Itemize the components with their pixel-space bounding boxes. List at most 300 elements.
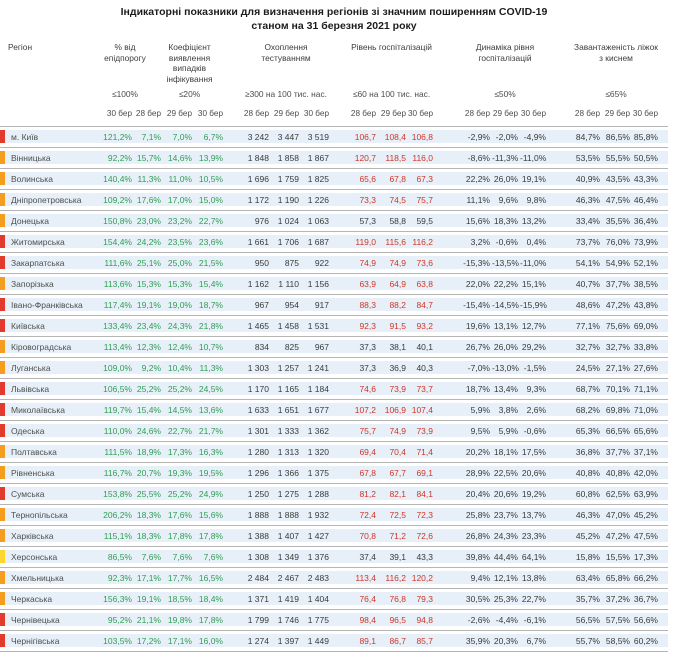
testing-coverage-cell: 922 xyxy=(314,257,329,268)
detection-coef-cell: 21,5% xyxy=(198,257,223,268)
oxygen-bed-occupancy-cell: 43,8% xyxy=(633,299,658,310)
hospitalization-level-cell: 74,9 xyxy=(389,257,406,268)
hospitalization-dynamics-cell: 22,5% xyxy=(493,467,518,478)
hospitalization-level-cell: 107,2 xyxy=(354,404,376,415)
oxygen-bed-occupancy-cell: 60,8% xyxy=(575,488,600,499)
hospitalization-dynamics-cell: -15,3% xyxy=(463,257,490,268)
hospitalization-level-cell: 73,9 xyxy=(389,383,406,394)
date-label: 28 бер xyxy=(135,109,161,118)
hospitalization-dynamics-cell: -1,5% xyxy=(523,362,546,373)
oxygen-bed-occupancy-cell: 15,5% xyxy=(605,551,630,562)
region-name: Вінницька xyxy=(11,152,51,163)
testing-coverage-cell: 1 746 xyxy=(277,614,299,625)
detection-coef-cell: 18,5% xyxy=(167,593,192,604)
threshold-detection-coef: ≤20% xyxy=(178,89,201,99)
status-marker xyxy=(0,130,5,143)
testing-coverage-cell: 1 531 xyxy=(307,320,329,331)
table-body xyxy=(0,126,668,652)
testing-coverage-cell: 1 156 xyxy=(307,278,329,289)
oxygen-bed-occupancy-cell: 62,5% xyxy=(605,488,630,499)
hospitalization-level-cell: 37,3 xyxy=(359,362,376,373)
detection-coef-cell: 25,5% xyxy=(136,488,161,499)
region-name: Чернігівська xyxy=(11,635,60,646)
status-marker xyxy=(0,235,5,248)
hospitalization-dynamics-cell: 13,2% xyxy=(521,215,546,226)
detection-coef-cell: 24,6% xyxy=(136,425,161,436)
table-row-band xyxy=(0,256,668,269)
oxygen-bed-occupancy-cell: 63,9% xyxy=(633,488,658,499)
epid-percent-cell: 117,4% xyxy=(103,299,132,310)
detection-coef-cell: 12,3% xyxy=(136,341,161,352)
oxygen-bed-occupancy-cell: 33,4% xyxy=(575,215,600,226)
oxygen-bed-occupancy-cell: 32,7% xyxy=(605,341,630,352)
hospitalization-dynamics-cell: 9,4% xyxy=(470,572,490,583)
oxygen-bed-occupancy-cell: 40,9% xyxy=(575,173,600,184)
oxygen-bed-occupancy-cell: 53,5% xyxy=(575,152,600,163)
hospitalization-dynamics-cell: 5,9% xyxy=(498,425,518,436)
table-row xyxy=(0,315,668,336)
oxygen-bed-occupancy-cell: 77,1% xyxy=(575,320,600,331)
table-row-band xyxy=(0,214,668,227)
detection-coef-cell: 11,3% xyxy=(199,362,223,373)
hospitalization-level-cell: 36,9 xyxy=(389,362,406,373)
column-header-detection-coef: Коефіцієнт виявлення випадків інфікування xyxy=(166,42,213,84)
status-marker xyxy=(0,424,5,437)
testing-coverage-cell: 1 308 xyxy=(247,551,269,562)
oxygen-bed-occupancy-cell: 37,7% xyxy=(605,446,630,457)
table-row xyxy=(0,420,668,441)
hospitalization-level-cell: 72,4 xyxy=(359,509,376,520)
oxygen-bed-occupancy-cell: 46,3% xyxy=(575,509,600,520)
detection-coef-cell: 23,5% xyxy=(167,236,192,247)
status-marker xyxy=(0,634,5,647)
oxygen-bed-occupancy-cell: 54,9% xyxy=(605,257,630,268)
epid-percent-cell: 110,0% xyxy=(103,425,132,436)
hospitalization-dynamics-cell: 0,4% xyxy=(526,236,546,247)
oxygen-bed-occupancy-cell: 66,5% xyxy=(605,425,630,436)
oxygen-bed-occupancy-cell: 27,1% xyxy=(605,362,630,373)
testing-coverage-cell: 1 371 xyxy=(247,593,269,604)
hospitalization-dynamics-cell: 19,1% xyxy=(521,173,546,184)
epid-percent-cell: 92,3% xyxy=(107,572,132,583)
detection-coef-cell: 22,7% xyxy=(167,425,192,436)
oxygen-bed-occupancy-cell: 50,5% xyxy=(633,152,658,163)
detection-coef-cell: 17,6% xyxy=(167,509,192,520)
detection-coef-cell: 7,6% xyxy=(203,551,223,562)
testing-coverage-cell: 1 303 xyxy=(247,362,269,373)
oxygen-bed-occupancy-cell: 38,5% xyxy=(633,278,658,289)
hospitalization-dynamics-cell: 9,8% xyxy=(526,194,546,205)
detection-coef-cell: 18,3% xyxy=(136,509,161,520)
oxygen-bed-occupancy-cell: 43,3% xyxy=(633,173,658,184)
detection-coef-cell: 7,6% xyxy=(141,551,161,562)
epid-percent-cell: 111,5% xyxy=(104,446,132,457)
hospitalization-dynamics-cell: 9,5% xyxy=(470,425,490,436)
date-label: 30 бер xyxy=(197,109,223,118)
hospitalization-dynamics-cell: 11,1% xyxy=(466,194,490,205)
hospitalization-dynamics-cell: -11,3% xyxy=(492,152,519,163)
hospitalization-dynamics-cell: -2,9% xyxy=(467,131,490,142)
hospitalization-dynamics-cell: -13,5% xyxy=(492,257,519,268)
testing-coverage-cell: 2 483 xyxy=(307,572,329,583)
detection-coef-cell: 17,6% xyxy=(136,194,161,205)
detection-coef-cell: 14,5% xyxy=(167,404,192,415)
hospitalization-level-cell: 116,0 xyxy=(412,152,433,163)
oxygen-bed-occupancy-cell: 45,2% xyxy=(575,530,600,541)
testing-coverage-cell: 1 677 xyxy=(307,404,329,415)
threshold-epid-percent: ≤100% xyxy=(111,89,139,99)
table-row-band xyxy=(0,487,668,500)
testing-coverage-cell: 1 257 xyxy=(277,362,299,373)
testing-coverage-cell: 1 184 xyxy=(307,383,329,394)
testing-coverage-cell: 1 888 xyxy=(247,509,269,520)
hospitalization-level-cell: 74,9 xyxy=(359,257,376,268)
hospitalization-dynamics-cell: 22,0% xyxy=(465,278,490,289)
date-label: 28 бер xyxy=(243,109,269,118)
hospitalization-dynamics-cell: 15,6% xyxy=(465,215,490,226)
testing-coverage-cell: 967 xyxy=(254,299,269,310)
region-name: Донецька xyxy=(11,215,49,226)
table-row-band xyxy=(0,172,668,185)
detection-coef-cell: 15,3% xyxy=(167,278,192,289)
hospitalization-dynamics-cell: 18,7% xyxy=(465,383,490,394)
oxygen-bed-occupancy-cell: 47,2% xyxy=(605,530,630,541)
oxygen-bed-occupancy-cell: 47,5% xyxy=(605,194,630,205)
oxygen-bed-occupancy-cell: 65,3% xyxy=(575,425,600,436)
threshold-testing-coverage: ≥300 на 100 тис. нас. xyxy=(245,89,327,99)
detection-coef-cell: 18,9% xyxy=(136,446,161,457)
date-label: 29 бер xyxy=(166,109,192,118)
region-name: Кіровоградська xyxy=(11,341,72,352)
table-row xyxy=(0,126,668,147)
table-row-band xyxy=(0,235,668,248)
hospitalization-level-cell: 96,5 xyxy=(389,614,406,625)
oxygen-bed-occupancy-cell: 15,8% xyxy=(575,551,600,562)
hospitalization-dynamics-cell: -0,6% xyxy=(495,236,518,247)
header-dates-row xyxy=(0,109,668,118)
hospitalization-dynamics-cell: 3,2% xyxy=(470,236,490,247)
hospitalization-level-cell: 73,9 xyxy=(416,425,433,436)
hospitalization-dynamics-cell: 28,9% xyxy=(465,467,490,478)
detection-coef-cell: 7,6% xyxy=(172,551,192,562)
hospitalization-dynamics-cell: 13,7% xyxy=(521,509,546,520)
table-row xyxy=(0,378,668,399)
testing-coverage-cell: 1 190 xyxy=(277,194,299,205)
detection-coef-cell: 17,1% xyxy=(136,572,161,583)
oxygen-bed-occupancy-cell: 55,5% xyxy=(605,152,630,163)
column-header-region: Регіон xyxy=(8,42,33,52)
hospitalization-dynamics-cell: -7,0% xyxy=(467,362,490,373)
hospitalization-dynamics-cell: 29,2% xyxy=(521,341,546,352)
hospitalization-dynamics-cell: 6,7% xyxy=(526,635,546,646)
oxygen-bed-occupancy-cell: 40,7% xyxy=(575,278,600,289)
epid-percent-cell: 103,5% xyxy=(103,635,132,646)
epid-percent-cell: 115,1% xyxy=(103,530,132,541)
table-row-band xyxy=(0,529,668,542)
epid-percent-cell: 106,5% xyxy=(103,383,132,394)
oxygen-bed-occupancy-cell: 55,7% xyxy=(575,635,600,646)
testing-coverage-cell: 1 427 xyxy=(307,530,329,541)
hospitalization-dynamics-cell: -0,6% xyxy=(523,425,546,436)
hospitalization-level-cell: 92,3 xyxy=(359,320,376,331)
table-row xyxy=(0,609,668,630)
detection-coef-cell: 10,5% xyxy=(198,173,223,184)
region-name: Миколаївська xyxy=(11,404,65,415)
table-row xyxy=(0,273,668,294)
hospitalization-dynamics-cell: 25,3% xyxy=(493,593,518,604)
oxygen-bed-occupancy-cell: 36,7% xyxy=(633,593,658,604)
hospitalization-level-cell: 74,5 xyxy=(389,194,406,205)
detection-coef-cell: 19,1% xyxy=(136,299,161,310)
detection-coef-cell: 23,2% xyxy=(167,215,192,226)
region-name: Сумська xyxy=(11,488,45,499)
column-header-hospitalization-level: Рівень госпіталізацій xyxy=(351,42,432,52)
status-marker xyxy=(0,319,5,332)
epid-percent-cell: 113,4% xyxy=(103,341,132,352)
hospitalization-dynamics-cell: 22,2% xyxy=(465,173,490,184)
hospitalization-dynamics-cell: -2,0% xyxy=(495,131,518,142)
testing-coverage-cell: 1 162 xyxy=(247,278,269,289)
hospitalization-dynamics-cell: 26,0% xyxy=(493,341,518,352)
table-row xyxy=(0,525,668,546)
region-name: м. Київ xyxy=(11,131,39,142)
hospitalization-level-cell: 64,9 xyxy=(389,278,406,289)
testing-coverage-cell: 825 xyxy=(284,341,299,352)
region-name: Волинська xyxy=(11,173,53,184)
testing-coverage-cell: 1 419 xyxy=(277,593,299,604)
hospitalization-dynamics-cell: -2,6% xyxy=(467,614,490,625)
hospitalization-level-cell: 75,7 xyxy=(359,425,376,436)
table-row xyxy=(0,210,668,231)
oxygen-bed-occupancy-cell: 76,0% xyxy=(605,236,630,247)
hospitalization-level-cell: 74,9 xyxy=(389,425,406,436)
oxygen-bed-occupancy-cell: 47,5% xyxy=(633,530,658,541)
detection-coef-cell: 24,5% xyxy=(198,383,223,394)
oxygen-bed-occupancy-cell: 43,5% xyxy=(605,173,630,184)
hospitalization-level-cell: 67,8 xyxy=(359,467,376,478)
hospitalization-level-cell: 106,9 xyxy=(384,404,406,415)
status-marker xyxy=(0,445,5,458)
hospitalization-dynamics-cell: 35,9% xyxy=(465,635,490,646)
hospitalization-dynamics-cell: 18,3% xyxy=(493,215,518,226)
oxygen-bed-occupancy-cell: 37,7% xyxy=(605,278,630,289)
oxygen-bed-occupancy-cell: 86,5% xyxy=(605,131,630,142)
header-group-row xyxy=(0,42,668,99)
hospitalization-level-cell: 107,4 xyxy=(411,404,433,415)
epid-percent-cell: 156,3% xyxy=(103,593,132,604)
testing-coverage-cell: 1 288 xyxy=(307,488,329,499)
table-row-band xyxy=(0,634,668,647)
testing-coverage-cell: 1 759 xyxy=(277,173,299,184)
detection-coef-cell: 15,4% xyxy=(198,278,223,289)
hospitalization-dynamics-cell: 3,8% xyxy=(498,404,518,415)
hospitalization-level-cell: 84,7 xyxy=(416,299,433,310)
oxygen-bed-occupancy-cell: 70,1% xyxy=(605,383,630,394)
region-name: Рівненська xyxy=(11,467,55,478)
detection-coef-cell: 10,4% xyxy=(167,362,192,373)
hospitalization-level-cell: 72,3 xyxy=(416,509,433,520)
hospitalization-dynamics-cell: 5,9% xyxy=(470,404,490,415)
date-label: 30 бер xyxy=(106,109,132,118)
oxygen-bed-occupancy-cell: 48,6% xyxy=(575,299,600,310)
table-row xyxy=(0,441,668,462)
table-row-band xyxy=(0,151,668,164)
epid-percent-cell: 92,2% xyxy=(107,152,132,163)
hospitalization-level-cell: 85,7 xyxy=(416,635,433,646)
hospitalization-level-cell: 89,1 xyxy=(359,635,376,646)
date-label: 28 бер xyxy=(574,109,600,118)
hospitalization-dynamics-cell: 12,1% xyxy=(493,572,518,583)
testing-coverage-cell: 3 519 xyxy=(307,131,329,142)
oxygen-bed-occupancy-cell: 84,7% xyxy=(575,131,600,142)
testing-coverage-cell: 1 296 xyxy=(247,467,269,478)
detection-coef-cell: 16,5% xyxy=(198,572,223,583)
oxygen-bed-occupancy-cell: 57,5% xyxy=(605,614,630,625)
detection-coef-cell: 17,3% xyxy=(167,446,192,457)
hospitalization-dynamics-cell: 20,6% xyxy=(493,488,518,499)
epid-percent-cell: 109,0% xyxy=(103,362,132,373)
testing-coverage-cell: 917 xyxy=(314,299,329,310)
detection-coef-cell: 15,0% xyxy=(198,194,223,205)
testing-coverage-cell: 1 465 xyxy=(247,320,269,331)
table-row-band xyxy=(0,193,668,206)
testing-coverage-cell: 2 484 xyxy=(247,572,269,583)
status-marker xyxy=(0,508,5,521)
testing-coverage-cell: 1 280 xyxy=(247,446,269,457)
epid-percent-cell: 113,6% xyxy=(103,278,132,289)
hospitalization-dynamics-cell: 64,1% xyxy=(521,551,546,562)
testing-coverage-cell: 1 349 xyxy=(277,551,299,562)
hospitalization-dynamics-cell: 23,3% xyxy=(521,530,546,541)
epid-percent-cell: 121,2% xyxy=(103,131,132,142)
detection-coef-cell: 7,1% xyxy=(141,131,161,142)
hospitalization-dynamics-cell: 13,1% xyxy=(493,320,518,331)
epid-percent-cell: 111,6% xyxy=(104,257,132,268)
column-header-hospitalization-dynamics: Динаміка рівня госпіталізацій xyxy=(475,42,535,63)
hospitalization-level-cell: 70,8 xyxy=(359,530,376,541)
hospitalization-dynamics-cell: 26,8% xyxy=(465,530,490,541)
oxygen-bed-occupancy-cell: 37,1% xyxy=(633,446,658,457)
detection-coef-cell: 25,0% xyxy=(167,257,192,268)
hospitalization-level-cell: 91,5 xyxy=(389,320,406,331)
testing-coverage-cell: 976 xyxy=(254,215,269,226)
status-marker xyxy=(0,172,5,185)
epid-percent-cell: 150,8% xyxy=(103,215,132,226)
table-row-band xyxy=(0,319,668,332)
detection-coef-cell: 21,7% xyxy=(198,425,223,436)
detection-coef-cell: 24,3% xyxy=(167,320,192,331)
detection-coef-cell: 18,3% xyxy=(136,530,161,541)
hospitalization-level-cell: 86,7 xyxy=(389,635,406,646)
hospitalization-level-cell: 82,1 xyxy=(389,488,406,499)
hospitalization-dynamics-cell: 17,5% xyxy=(521,446,546,457)
oxygen-bed-occupancy-cell: 56,5% xyxy=(575,614,600,625)
hospitalization-level-cell: 43,3 xyxy=(416,551,433,562)
table-row xyxy=(0,630,668,651)
hospitalization-dynamics-cell: -8,6% xyxy=(467,152,490,163)
oxygen-bed-occupancy-cell: 68,7% xyxy=(575,383,600,394)
hospitalization-dynamics-cell: 22,2% xyxy=(493,278,518,289)
detection-coef-cell: 23,4% xyxy=(136,320,161,331)
detection-coef-cell: 18,4% xyxy=(198,593,223,604)
oxygen-bed-occupancy-cell: 47,2% xyxy=(605,299,630,310)
detection-coef-cell: 17,8% xyxy=(198,530,223,541)
testing-coverage-cell: 1 275 xyxy=(277,488,299,499)
oxygen-bed-occupancy-cell: 73,7% xyxy=(575,236,600,247)
hospitalization-dynamics-cell: 18,1% xyxy=(493,446,518,457)
region-name: Дніпропетровська xyxy=(11,194,82,205)
table-row-band xyxy=(0,466,668,479)
epid-percent-cell: 86,5% xyxy=(107,551,132,562)
detection-coef-cell: 15,4% xyxy=(136,404,161,415)
detection-coef-cell: 14,6% xyxy=(167,152,192,163)
status-marker xyxy=(0,613,5,626)
table-row-band xyxy=(0,403,668,416)
detection-coef-cell: 25,2% xyxy=(167,488,192,499)
testing-coverage-cell: 1 366 xyxy=(277,467,299,478)
hospitalization-dynamics-cell: 19,6% xyxy=(465,320,490,331)
oxygen-bed-occupancy-cell: 32,7% xyxy=(575,341,600,352)
date-label: 28 бер xyxy=(350,109,376,118)
hospitalization-dynamics-cell: 13,4% xyxy=(493,383,518,394)
testing-coverage-cell: 967 xyxy=(314,341,329,352)
region-name: Полтавська xyxy=(11,446,57,457)
table-row xyxy=(0,567,668,588)
oxygen-bed-occupancy-cell: 37,2% xyxy=(605,593,630,604)
hospitalization-level-cell: 73,3 xyxy=(359,194,376,205)
region-name: Херсонська xyxy=(11,551,58,562)
hospitalization-level-cell: 120,2 xyxy=(411,572,433,583)
status-marker xyxy=(0,550,5,563)
hospitalization-dynamics-cell: -11,0% xyxy=(520,257,547,268)
hospitalization-level-cell: 58,8 xyxy=(389,215,406,226)
status-marker xyxy=(0,466,5,479)
hospitalization-dynamics-cell: 22,7% xyxy=(521,593,546,604)
table-row-band xyxy=(0,361,668,374)
date-label: 30 бер xyxy=(520,109,546,118)
table-row xyxy=(0,252,668,273)
status-marker xyxy=(0,571,5,584)
region-name: Закарпатська xyxy=(11,257,65,268)
testing-coverage-cell: 1 848 xyxy=(247,152,269,163)
oxygen-bed-occupancy-cell: 42,0% xyxy=(633,467,658,478)
hospitalization-level-cell: 69,4 xyxy=(359,446,376,457)
hospitalization-level-cell: 72,5 xyxy=(389,509,406,520)
detection-coef-cell: 13,6% xyxy=(198,404,223,415)
table-row xyxy=(0,147,668,168)
oxygen-bed-occupancy-cell: 65,8% xyxy=(605,572,630,583)
hospitalization-dynamics-cell: 9,6% xyxy=(498,194,518,205)
report-title: Індикаторні показники для визначення регіонів зі значним поширенням COVID-19 xyxy=(120,6,548,18)
testing-coverage-cell: 954 xyxy=(284,299,299,310)
hospitalization-dynamics-cell: 44,4% xyxy=(493,551,518,562)
detection-coef-cell: 11,3% xyxy=(137,173,161,184)
status-marker xyxy=(0,340,5,353)
detection-coef-cell: 20,7% xyxy=(136,467,161,478)
table-row xyxy=(0,504,668,525)
status-marker xyxy=(0,214,5,227)
testing-coverage-cell: 1 825 xyxy=(307,173,329,184)
testing-coverage-cell: 1 320 xyxy=(307,446,329,457)
table-column-headers xyxy=(0,42,668,118)
testing-coverage-cell: 1 250 xyxy=(247,488,269,499)
oxygen-bed-occupancy-cell: 66,2% xyxy=(633,572,658,583)
oxygen-bed-occupancy-cell: 52,1% xyxy=(633,257,658,268)
testing-coverage-cell: 1 375 xyxy=(307,467,329,478)
testing-coverage-cell: 1 888 xyxy=(277,509,299,520)
hospitalization-dynamics-cell: 9,3% xyxy=(526,383,546,394)
hospitalization-dynamics-cell: 20,6% xyxy=(521,467,546,478)
